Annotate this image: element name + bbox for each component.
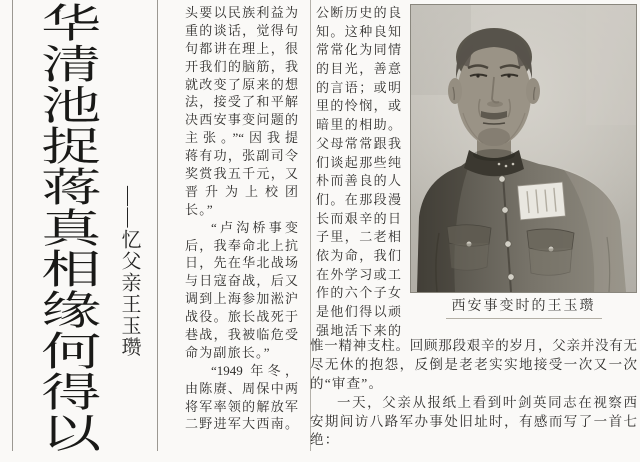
- paragraph: [185, 362, 298, 434]
- text-line: 的言语；或明: [316, 79, 401, 95]
- article-title-vertical: 华清池捉蒋真相缘何得以: [33, 2, 101, 453]
- photo-caption-wrap: [410, 295, 637, 319]
- text-line: 公断历史的良: [316, 5, 401, 20]
- text-line: 头要以民族利益为: [185, 5, 298, 20]
- text-column-2: [316, 4, 401, 340]
- text-line: 将军率领的解放军: [185, 398, 298, 414]
- text-line: 主张。”“因我提: [185, 130, 298, 146]
- text-line: 绝：: [310, 432, 340, 448]
- page-left-rule: [12, 0, 13, 451]
- text-line: 开我们的脑筋，我: [185, 58, 298, 74]
- text-line: 是他们得以顽: [316, 304, 401, 319]
- portrait-photo-image: [411, 5, 636, 292]
- text-line: 父母常常跟我: [316, 135, 401, 151]
- text-line: 惟一精神支柱。回顾那段艰辛的岁月，父亲并没有无: [310, 338, 637, 353]
- title-divider-rule: [157, 0, 158, 451]
- text-line: 日，先在华北战场: [185, 255, 298, 271]
- text-line: 依为命，我们: [316, 247, 401, 263]
- text-block-bottom: [310, 337, 637, 450]
- photo-caption: 西安事变时的王玉瓒: [446, 295, 602, 319]
- text-line: 的“审查”。: [310, 375, 384, 391]
- text-line: 们。在那段漫: [316, 191, 401, 207]
- text-line: 在外学习或工: [316, 266, 401, 282]
- portrait-name-tag: [518, 182, 566, 220]
- text-line: 强地活下来的: [316, 322, 401, 338]
- text-line: “卢沟桥事变: [211, 219, 298, 235]
- paragraph: [185, 4, 298, 219]
- text-line: 命为副旅长。”: [185, 344, 271, 360]
- paragraph: [185, 219, 298, 362]
- text-line: 长而艰辛的日: [316, 210, 401, 226]
- text-line: 决西安事变问题的: [185, 112, 298, 128]
- text-line: 的目光，善意: [316, 61, 401, 77]
- text-line: “1949 年冬，: [211, 362, 298, 378]
- portrait-right-pocket: [527, 229, 574, 275]
- text-line: 蒋有功，张副司令: [185, 148, 298, 164]
- text-line: 后，我奉命北上抗: [185, 237, 298, 253]
- text-line: 重的谈话，觉得句: [185, 22, 298, 38]
- text-line: 与日寇奋战，后又: [185, 273, 298, 289]
- text-line: 二野进军大西南。: [185, 416, 298, 432]
- text-line: 由陈赓、周保中两: [185, 380, 298, 396]
- text-line: 长。”: [185, 201, 214, 217]
- article-subtitle-vertical: ——忆父亲王玉瓒: [118, 186, 140, 358]
- text-line: 里的怜悯，或: [316, 98, 401, 114]
- paragraph: [310, 337, 637, 394]
- portrait-photo: [410, 4, 637, 293]
- text-line: 子里，二老相: [316, 229, 401, 245]
- text-line: 调到上海参加淞沪: [185, 291, 298, 307]
- text-column-1: [185, 4, 298, 433]
- paragraph: [310, 394, 637, 451]
- text-line: 晋升为上校团: [185, 183, 298, 199]
- text-line: 安期间访八路军办事处旧址时，有感而写了一首七: [310, 413, 637, 429]
- text-line: 战役。旅长战死于: [185, 309, 298, 325]
- text-line: 知。这种良知: [316, 23, 401, 39]
- text-line: 法，接受了和平解: [185, 94, 298, 110]
- paragraph: [316, 4, 401, 340]
- text-line: 句都讲在理上，很: [185, 40, 298, 56]
- text-line: 尽无休的抱怨，反倒是老老实实地接受一次又一次: [310, 356, 637, 372]
- article-title-block: [33, 2, 101, 462]
- text-line: 暗里的相助。: [316, 117, 401, 133]
- text-line: 一天，父亲从报纸上看到叶剑英同志在视察西: [337, 394, 637, 410]
- text-line: 常常化为同情: [316, 42, 401, 58]
- text-line: 朴而善良的人: [316, 173, 401, 189]
- text-line: 巷战，我被临危受: [185, 327, 298, 343]
- text-line: 作的六个子女: [316, 285, 401, 301]
- portrait-left-pocket: [447, 225, 491, 271]
- text-line: 们谈起那些纯: [316, 154, 401, 170]
- text-line: 就改变了原来的想: [185, 76, 298, 92]
- text-line: 奖赏我五千元，又: [185, 166, 298, 182]
